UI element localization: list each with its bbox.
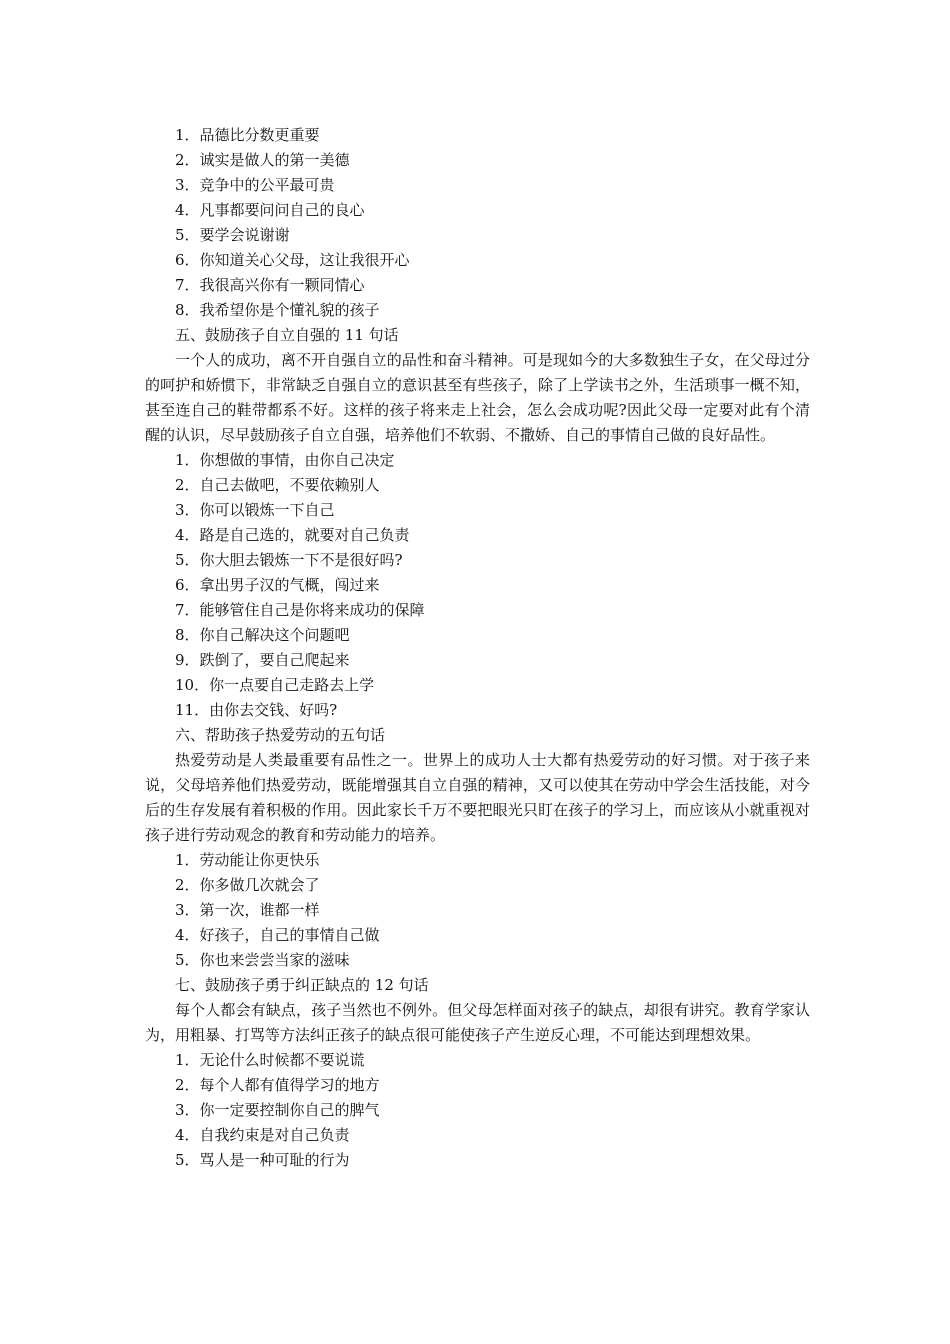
section-paragraph: 热爱劳动是人类最重要有品性之一。世界上的成功人士大都有热爱劳动的好习惯。对于孩子来说，父母培养他们热爱劳动，既能增强其自立自强的精神，又可以使其在劳动中学会生活技能，对今后的生存发展有着积极的作用。因此家长千万不要把眼光只盯在孩子的学习上，而应该从小就重视对孩子进行劳动观念的教育和劳动能力的培养。 [145, 751, 810, 844]
list-item: 4．自我约束是对自己负责 [175, 1126, 350, 1144]
section-heading: 七、鼓励孩子勇于纠正缺点的 12 句话 [175, 976, 429, 994]
section-heading: 六、帮助孩子热爱劳动的五句话 [175, 726, 386, 744]
list-item: 8．你自己解决这个问题吧 [175, 626, 350, 644]
list-item: 3．竞争中的公平最可贵 [175, 176, 335, 194]
list-item: 4．凡事都要问问自己的良心 [175, 201, 365, 219]
list-item: 3．你可以锻炼一下自己 [175, 501, 335, 519]
list-item: 4．好孩子，自己的事情自己做 [175, 926, 380, 944]
document-body [145, 123, 810, 1173]
list-item: 1．无论什么时候都不要说谎 [175, 1051, 365, 1069]
list-item: 7．能够管住自己是你将来成功的保障 [175, 601, 425, 619]
section-heading: 五、鼓励孩子自立自强的 11 句话 [175, 326, 399, 344]
list-item: 1．你想做的事情，由你自己决定 [175, 451, 395, 469]
list-item: 5．骂人是一种可耻的行为 [175, 1151, 350, 1169]
section-paragraph: 每个人都会有缺点，孩子当然也不例外。但父母怎样面对孩子的缺点，却很有讲究。教育学家认为，用粗暴、打骂等方法纠正孩子的缺点很可能使孩子产生逆反心理，不可能达到理想效果。 [145, 1001, 810, 1044]
list-item: 5．你也来尝尝当家的滋味 [175, 951, 350, 969]
list-item: 3．你一定要控制你自己的脾气 [175, 1101, 380, 1119]
list-item: 2．每个人都有值得学习的地方 [175, 1076, 380, 1094]
list-item: 11．由你去交钱、好吗? [175, 701, 338, 719]
list-item: 2．你多做几次就会了 [175, 876, 320, 894]
list-item: 5．你大胆去锻炼一下不是很好吗? [175, 551, 403, 569]
list-item: 3．第一次，谁都一样 [175, 901, 320, 919]
list-item: 1．劳动能让你更快乐 [175, 851, 320, 869]
list-item: 8．我希望你是个懂礼貌的孩子 [175, 301, 380, 319]
list-item: 4．路是自己选的，就要对自己负责 [175, 526, 410, 544]
list-item: 2．诚实是做人的第一美德 [175, 151, 350, 169]
list-item: 10．你一点要自己走路去上学 [175, 676, 375, 694]
list-item: 6．拿出男子汉的气概，闯过来 [175, 576, 380, 594]
section-paragraph: 一个人的成功，离不开自强自立的品性和奋斗精神。可是现如今的大多数独生子女，在父母过分的呵护和娇惯下，非常缺乏自强自立的意识甚至有些孩子，除了上学读书之外，生活琐事一概不知，甚至连自己的鞋带都系不好。这样的孩子将来走上社会，怎么会成功呢?因此父母一定要对此有个清醒的认识，尽早鼓励孩子自立自强，培养他们不软弱、不撒娇、自己的事情自己做的良好品性。 [145, 351, 810, 444]
list-item: 1．品德比分数更重要 [175, 126, 320, 144]
list-item: 6．你知道关心父母，这让我很开心 [175, 251, 410, 269]
list-item: 7．我很高兴你有一颗同情心 [175, 276, 365, 294]
list-item: 2．自己去做吧，不要依赖别人 [175, 476, 380, 494]
list-item: 5．要学会说谢谢 [175, 226, 290, 244]
list-item: 9．跌倒了，要自己爬起来 [175, 651, 350, 669]
